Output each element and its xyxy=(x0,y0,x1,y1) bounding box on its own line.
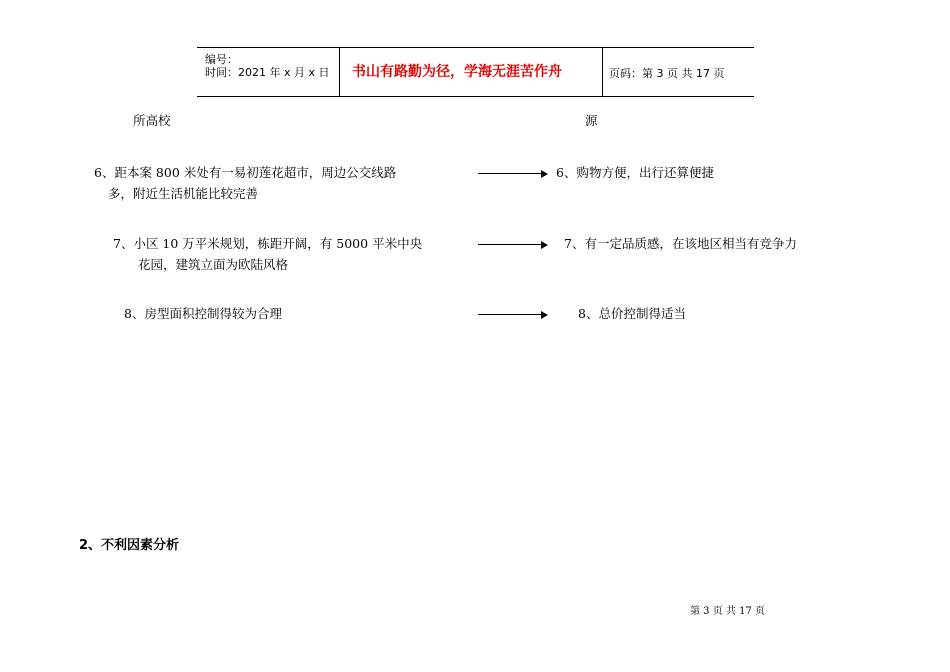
arrow-right-icon xyxy=(478,240,548,250)
result-item-7: 7、有一定品质感，在该地区相当有竞争力 xyxy=(564,236,797,251)
arrow-right-icon xyxy=(478,169,548,179)
advantage-item-6: 6、距本案 800 米处有一易初莲花超市，周边公交线路 xyxy=(94,165,397,180)
advantage-item-7-cont: 花园，建筑立面为欧陆风格 xyxy=(138,257,289,272)
result-item-6: 6、购物方便，出行还算便捷 xyxy=(556,165,714,180)
page-footer: 第 3 页 共 17 页 xyxy=(690,606,765,617)
advantage-item-7: 7、小区 10 万平米规划，栋距开阔，有 5000 平米中央 xyxy=(113,236,423,251)
header-motto: 书山有路勤为径，学海无涯苦作舟 xyxy=(352,64,562,80)
left-text-fragment: 所高校 xyxy=(133,113,171,128)
header-divider xyxy=(339,47,340,97)
page-header xyxy=(197,47,754,97)
header-number-label: 编号： xyxy=(205,53,238,66)
header-bottom-rule xyxy=(197,96,754,97)
section-title: 2、不利因素分析 xyxy=(79,538,180,553)
header-top-rule xyxy=(197,47,754,48)
advantage-item-6-cont: 多，附近生活机能比较完善 xyxy=(108,186,259,201)
header-page-label: 页码：第 3 页 共 17 页 xyxy=(609,67,725,80)
right-text-fragment: 源 xyxy=(585,113,598,128)
result-item-8: 8、总价控制得适当 xyxy=(578,306,686,321)
header-divider xyxy=(602,47,603,97)
arrow-right-icon xyxy=(478,310,548,320)
header-time-label: 时间：2021 年 x 月 x 日 xyxy=(205,66,330,79)
advantage-item-8: 8、房型面积控制得较为合理 xyxy=(124,306,282,321)
